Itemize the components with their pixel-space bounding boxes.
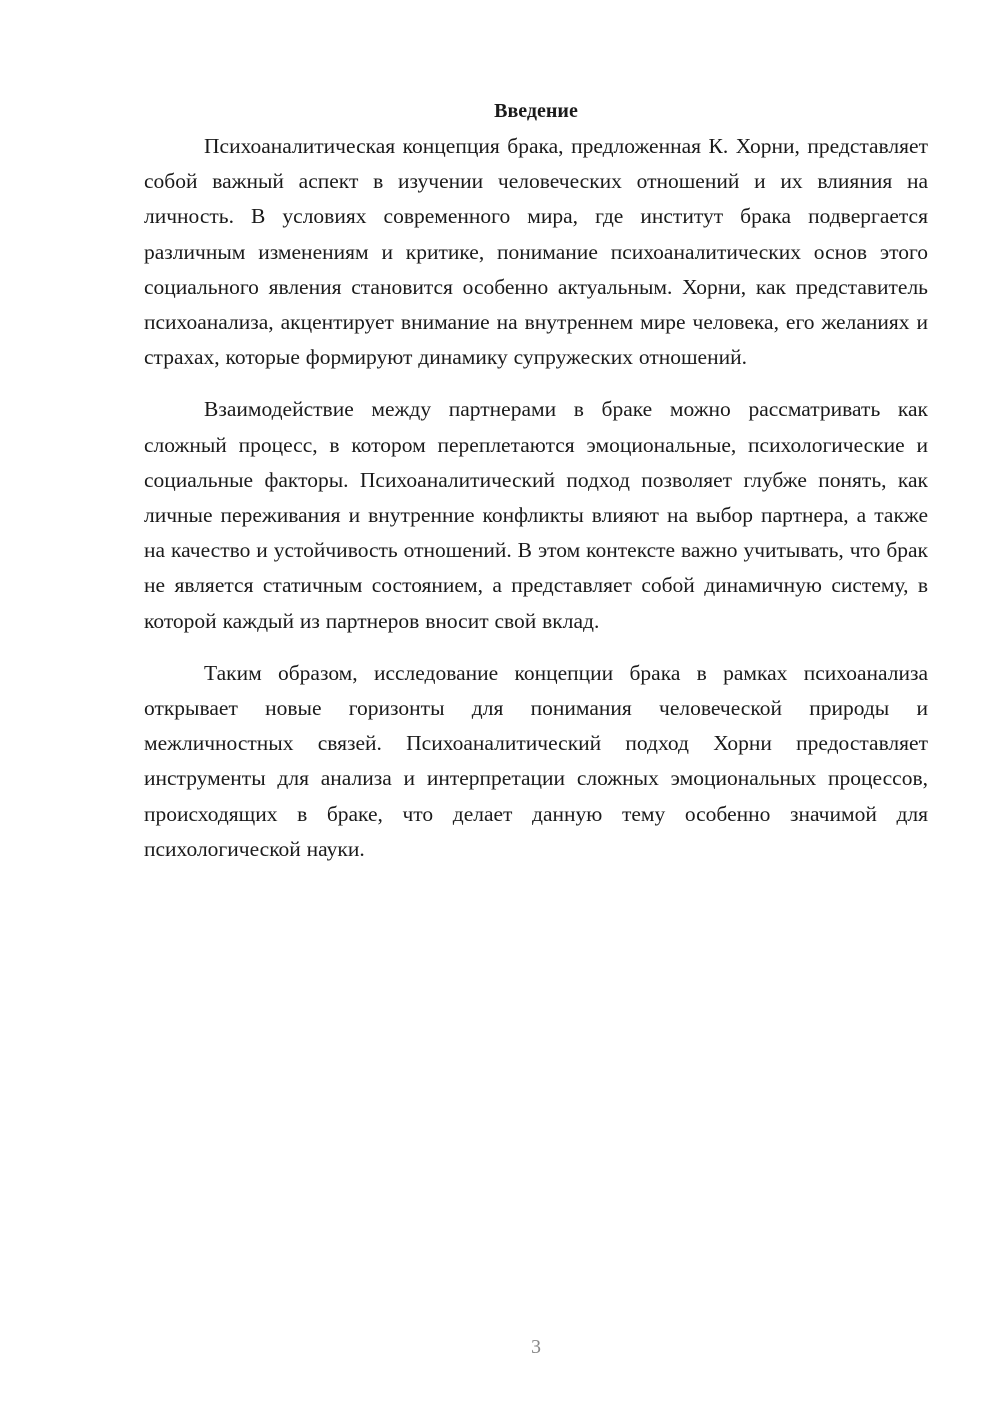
paragraph-2: Взаимодействие между партнерами в браке можно рассматривать как сложный процесс, в котором переплетаются эмоциональные, психологические и социальные факторы. Психоаналитический подход позволяет глубже понять, как личные переживания и внутренние конфликты влияют на выбор партнера, а также на качество и устойчивость отношений. В этом контексте важно учитывать, что брак не является статичным состоянием, а представляет собой динамичную систему, в которой каждый из партнеров вносит свой вклад. xyxy=(144,397,928,633)
paragraph-1: Психоаналитическая концепция брака, предложенная К. Хорни, представляет собой важный аспект в изучении человеческих отношений и их влияния на личность. В условиях современного мира, где институт брака подвергается различным изменениям и критике, понимание психоаналитических основ этого социального явления становится особенно актуальным. Хорни, как представитель психоанализа, акцентирует внимание на внутреннем мире человека, его желаниях и страхах, которые формируют динамику супружеских отношений. xyxy=(144,134,928,370)
section-title: Введение xyxy=(494,100,578,122)
page-number: 3 xyxy=(531,1336,541,1358)
paragraph-3: Таким образом, исследование концепции брака в рамках психоанализа открывает новые горизонты для понимания человеческой природы и межличностных связей. Психоаналитический подход Хорни предоставляет инструменты для анализа и интерпретации сложных эмоциональных процессов, происходящих в браке, что делает данную тему особенно значимой для психологической науки. xyxy=(144,660,928,861)
page-content xyxy=(144,96,928,867)
